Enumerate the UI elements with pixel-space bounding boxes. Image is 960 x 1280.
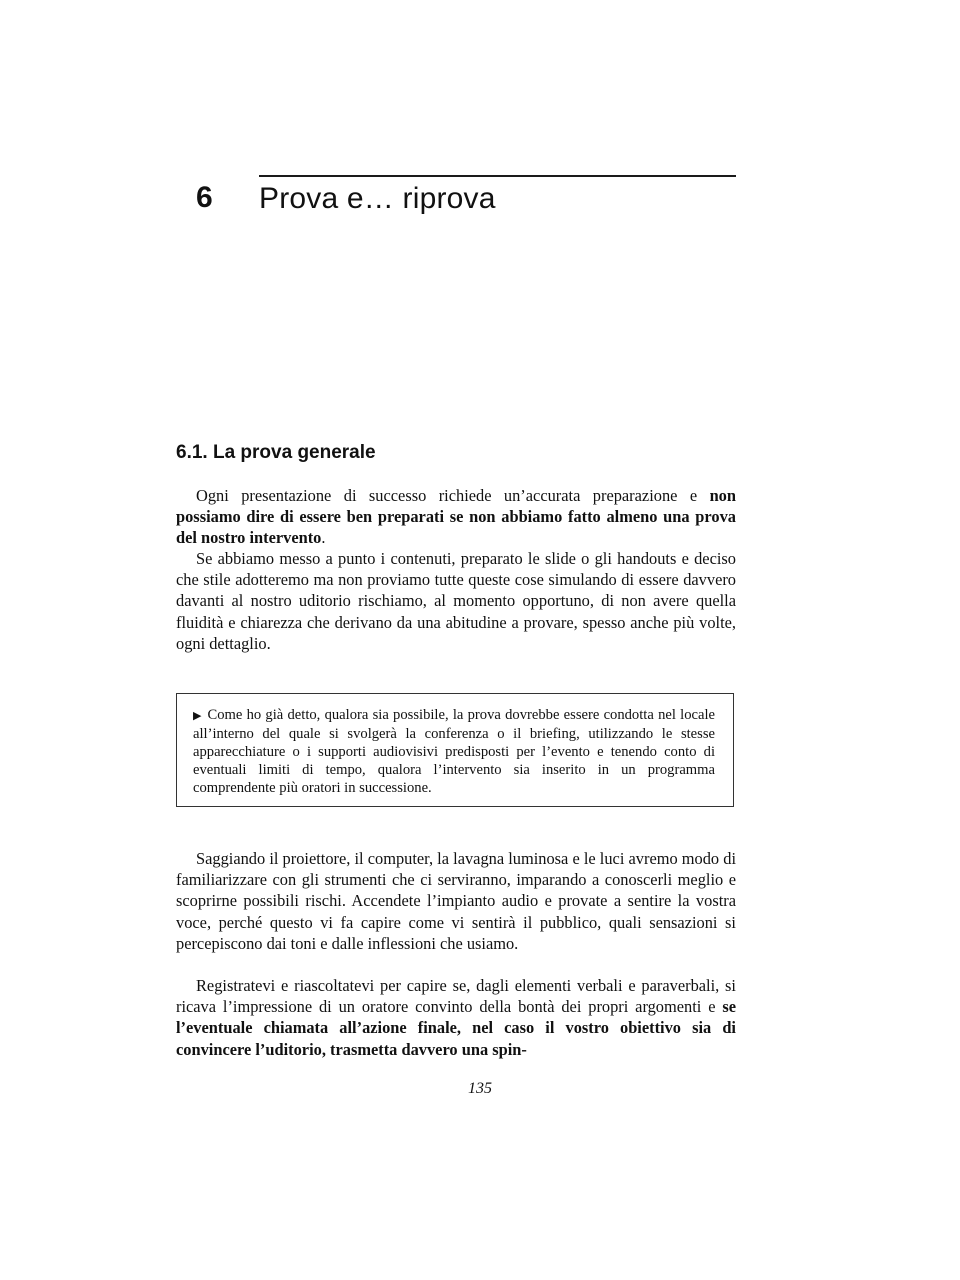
note-text: Come ho già detto, qualora sia possibile, la prova dovrebbe essere condotta nel locale all’interno del quale si svolgerà la conferenza o il briefing, utilizzando le stesse apparecchiature o i supporti audiovisivi predisposti per l’evento e tenendo conto di eventuali limiti di tempo, qualora l’intervento sia inserito in un programma comprendente più oratori in successione.	[193, 707, 715, 796]
chapter-rule	[259, 175, 736, 177]
note-box	[176, 693, 734, 807]
paragraph-1-bold: non possiamo dire di essere ben preparati se non abbiamo fatto almeno una prova del nostro intervento	[176, 486, 736, 548]
paragraph-2-text: Se abbiamo messo a punto i contenuti, preparato le slide o gli handouts e deciso che stile adotteremo ma non proviamo tutte queste cose simulando di essere davvero davanti al nostro uditorio rischiamo, al momento opportuno, di non avere quella fluidità e chiarezza che derivano da una abitudine a provare, spesso anche più volte, ogni dettaglio.	[176, 549, 736, 653]
paragraph-1-end: .	[321, 528, 326, 548]
triangle-bullet-icon: ▶	[193, 710, 202, 722]
section-title: 6.1. La prova generale	[176, 442, 376, 463]
paragraph-3-text: Saggiando il proiettore, il computer, la lavagna luminosa e le luci avremo modo di familiarizzare con gli strumenti che ci serviranno, imparando a conoscerli meglio e scoprirne possibili rischi. Accendete l’impianto audio e provate a sentire la vostra voce, perché questo vi fa capire come vi sentirà il pubblico, quali sensazioni si percepiscono dai toni e dalle inflessioni che usiamo.	[176, 849, 736, 953]
page-number: 135	[468, 1080, 492, 1097]
chapter-number: 6	[196, 181, 213, 214]
paragraph-4-bold: se l’eventuale chiamata all’azione finale, nel caso il vostro obiettivo sia di convincere l’uditorio, trasmetta davvero una spin-	[176, 997, 736, 1059]
paragraph-4-text: Registratevi e riascoltatevi per capire se, dagli elementi verbali e paraverbali, si ricava l’impressione di un oratore convinto della bontà dei propri argomenti e	[176, 976, 736, 1017]
paragraph-1	[176, 485, 736, 549]
paragraph-3	[176, 848, 736, 954]
paragraph-4	[176, 975, 736, 1060]
chapter-title: Prova e… riprova	[259, 182, 496, 215]
paragraph-1-text: Ogni presentazione di successo richiede un’accurata preparazione e	[196, 486, 710, 505]
paragraph-2	[176, 548, 736, 654]
